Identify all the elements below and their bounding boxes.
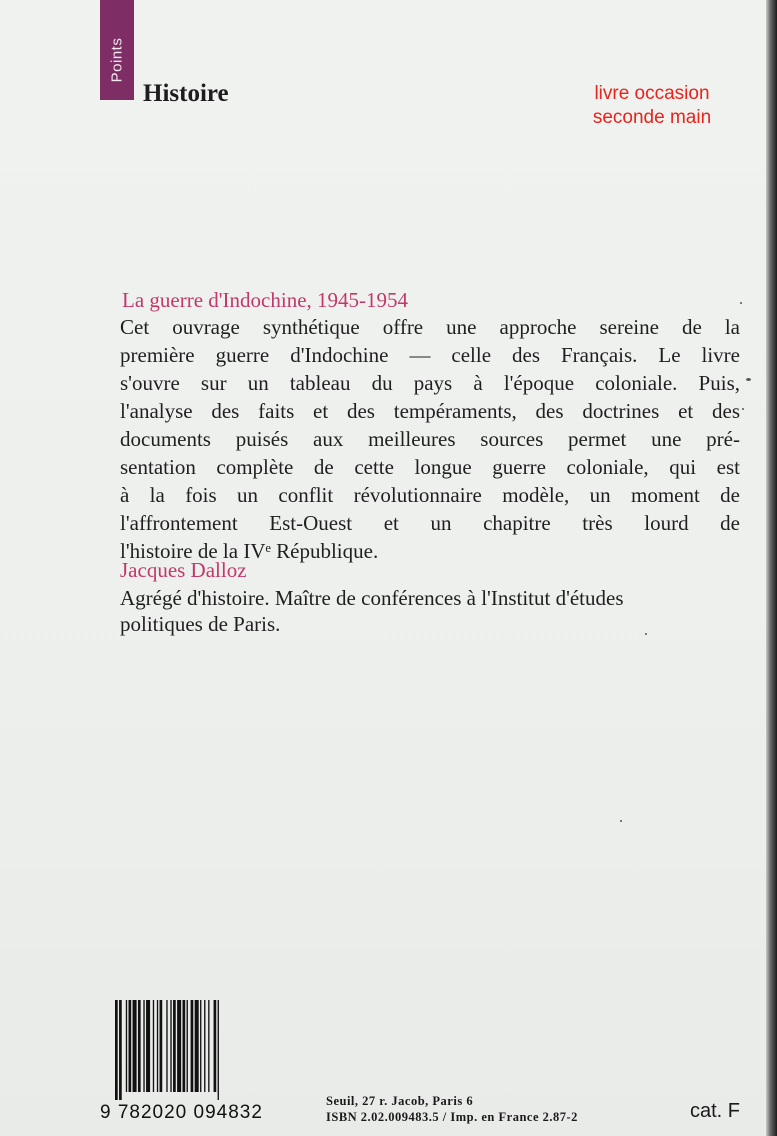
page-edge-shadow (766, 0, 777, 1136)
author-bio-line: Agrégé d'histoire. Maître de conférences à l'Institut d'études (120, 586, 624, 610)
author-bio (120, 585, 740, 637)
description-line: l'analyse des faits et des tempéraments, des doctrines et des (120, 399, 740, 423)
book-description (120, 313, 740, 565)
series-label: Histoire (143, 80, 229, 107)
description-line: documents puisés aux meilleures sources permet une pré- (120, 427, 740, 451)
description-line: l'affrontement Est-Ouest et un chapitre très lourd de (120, 511, 740, 535)
dust-speck (742, 408, 744, 410)
dust-speck (645, 633, 647, 635)
imprint-line: Seuil, 27 r. Jacob, Paris 6 (326, 1094, 474, 1108)
description-line: à la fois un conflit révolutionnaire modèle, un moment de (120, 483, 740, 507)
dust-speck (740, 302, 742, 304)
author-name: Jacques Dalloz (120, 558, 247, 582)
series-tab (100, 0, 134, 100)
description-line: Cet ouvrage synthétique offre une approche sereine de la (120, 315, 740, 339)
dust-speck (746, 378, 751, 381)
annotation-line: seconde main (592, 107, 712, 128)
book-title: La guerre d'Indochine, 1945-1954 (122, 288, 409, 312)
publisher-imprint (326, 1093, 578, 1125)
barcode-digits: 9 782020 094832 (100, 1102, 263, 1123)
barcode-graphic (115, 1000, 315, 1100)
category-mark: cat. F (690, 1100, 741, 1122)
description-line: première guerre d'Indochine — celle des Français. Le livre (120, 343, 740, 367)
resale-annotation (572, 82, 732, 130)
dust-speck (620, 820, 622, 822)
series-tab-label: Points (108, 37, 126, 83)
annotation-line: livre occasion (594, 83, 710, 104)
description-line: s'ouvre sur un tableau du pays à l'époque coloniale. Puis, (120, 371, 740, 395)
description-line: sentation complète de cette longue guerre coloniale, qui est (120, 455, 740, 479)
imprint-line: ISBN 2.02.009483.5 / Imp. en France 2.87-2 (326, 1110, 578, 1124)
description-line: l'histoire de la IVᵉ République. (120, 539, 379, 563)
author-bio-line: politiques de Paris. (120, 612, 281, 636)
